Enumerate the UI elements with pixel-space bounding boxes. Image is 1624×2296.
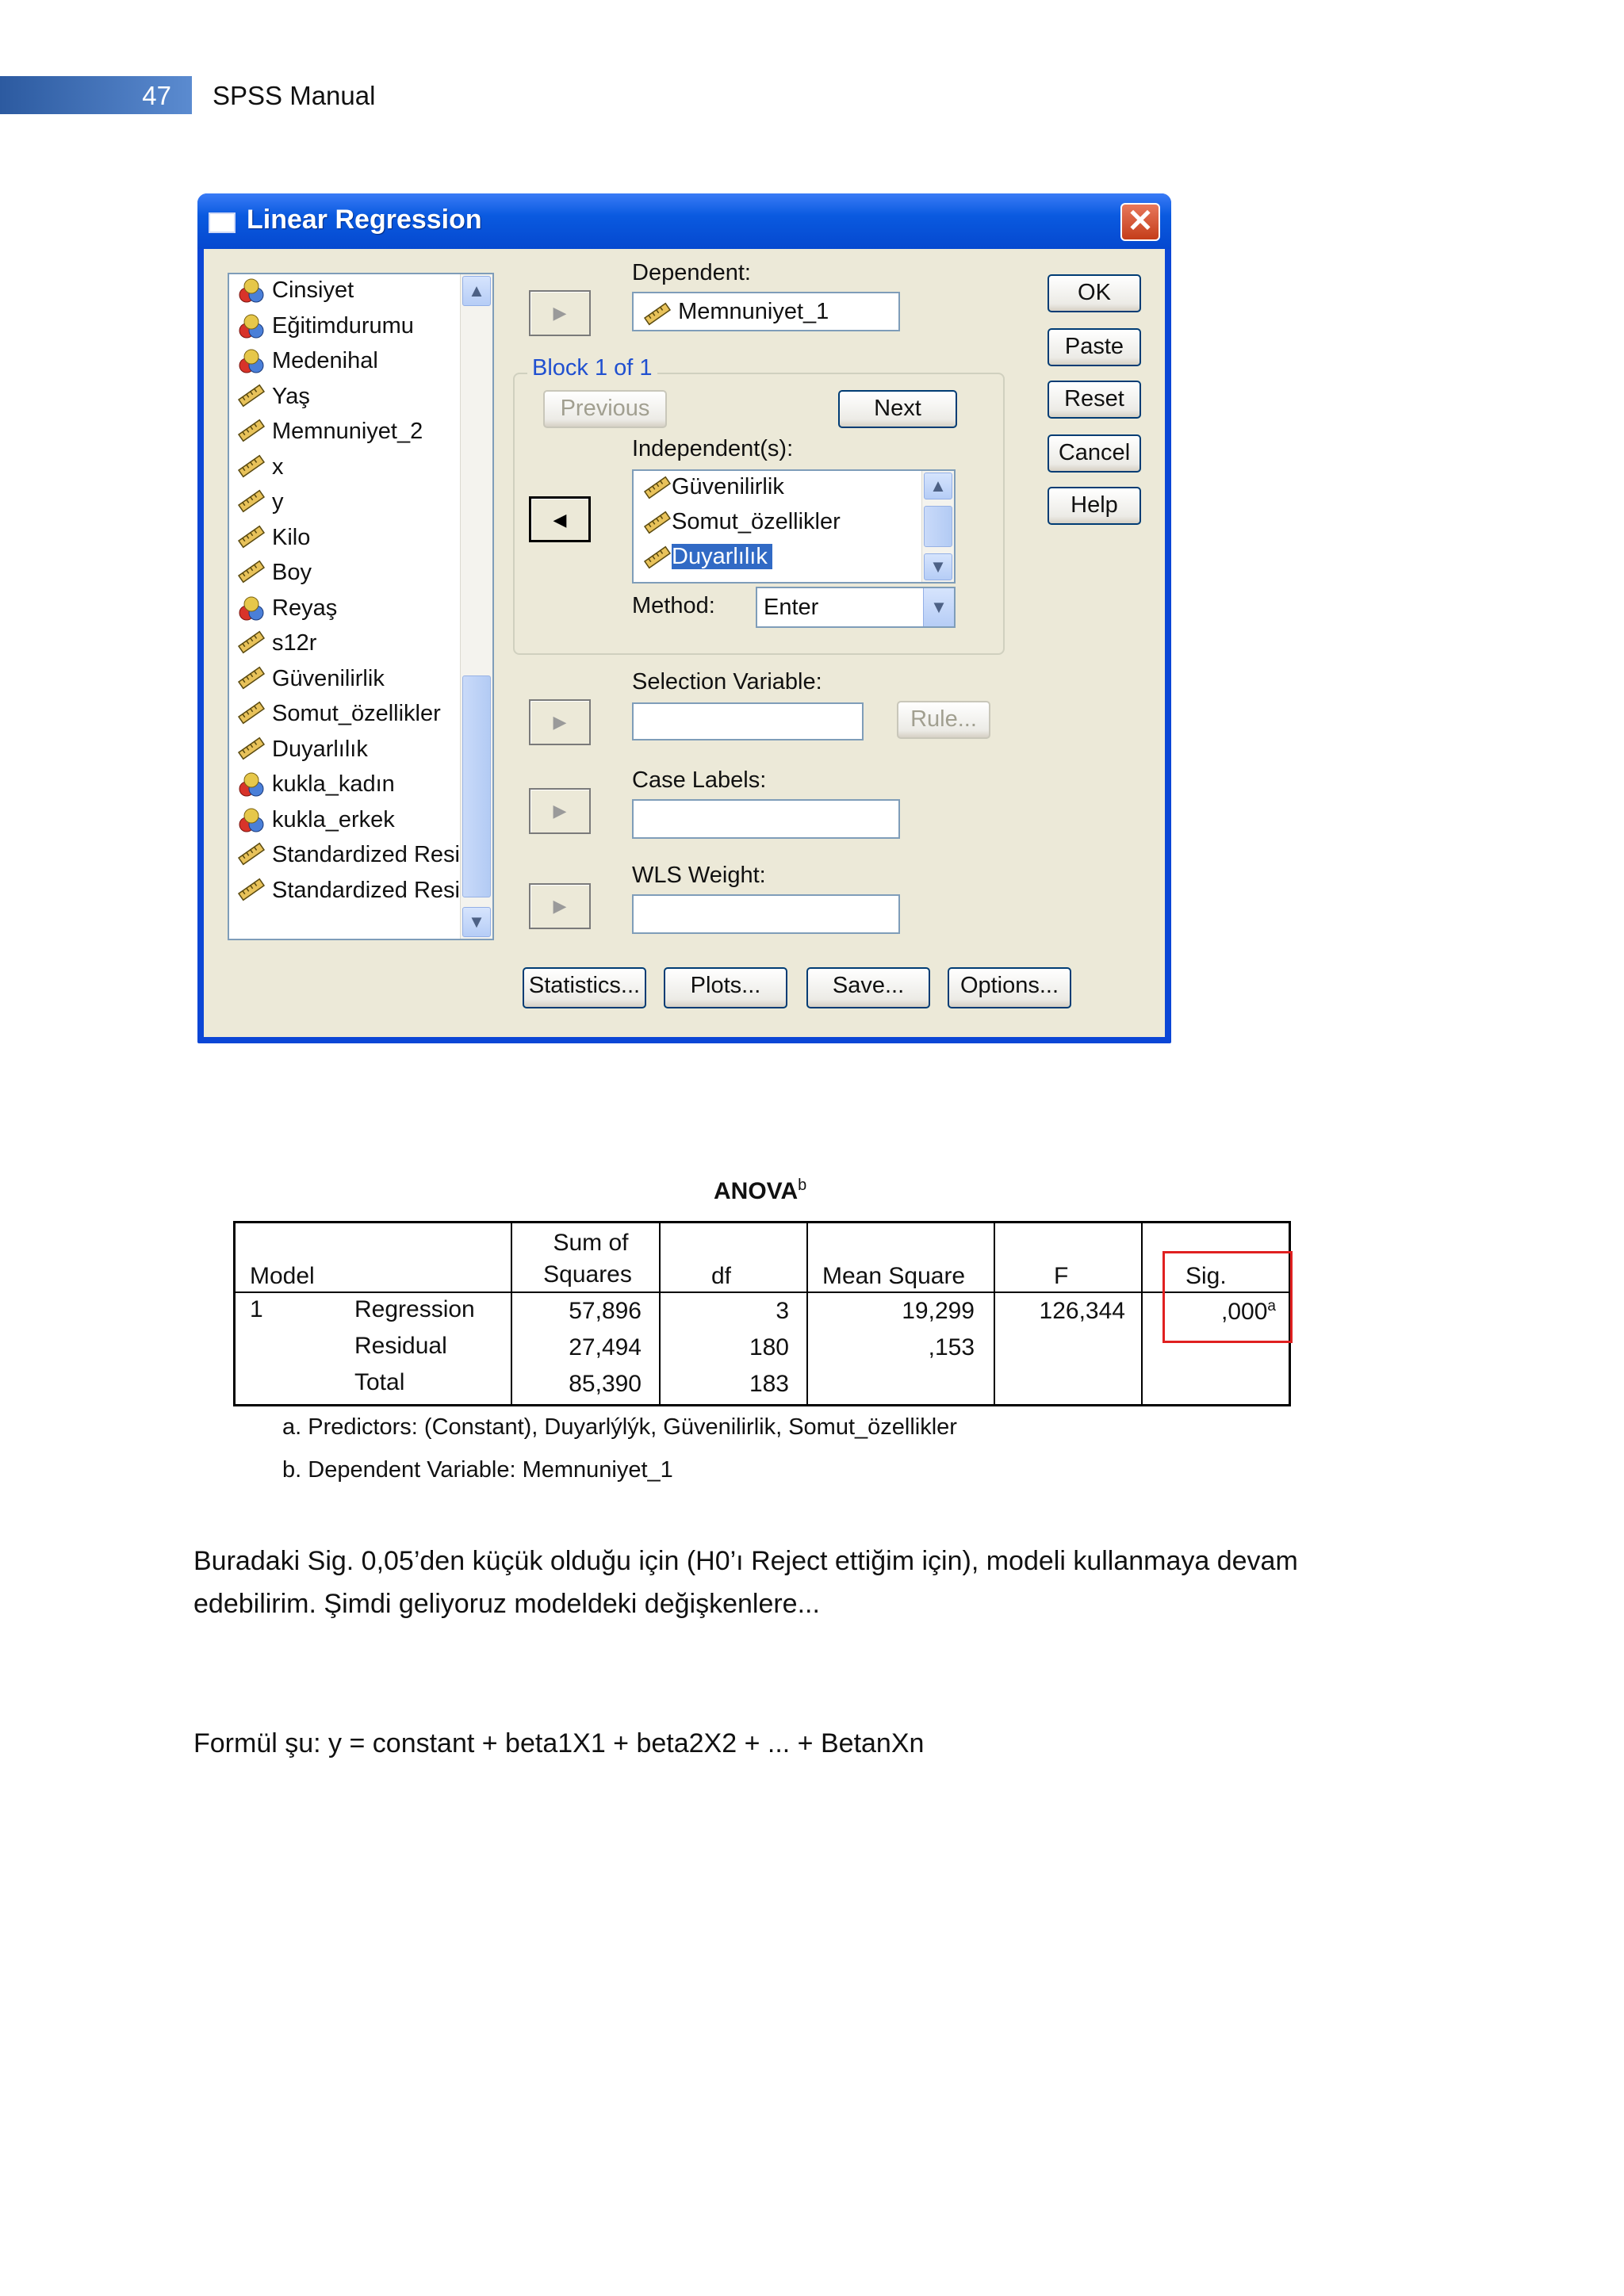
header-mean-square: Mean Square <box>822 1263 966 1289</box>
nominal-icon <box>237 595 269 622</box>
variable-list-item[interactable] <box>237 384 310 419</box>
nominal-icon <box>237 771 269 798</box>
cell-sum-of-squares: 27,494 <box>569 1334 642 1360</box>
dependent-label: Dependent: <box>632 260 751 285</box>
header-divider <box>236 1292 1289 1293</box>
paragraph-line-1: Buradaki Sig. 0,05’den küçük olduğu için (H0’ı Reject ettiğim için), modeli kullanmaya devam <box>193 1546 1298 1576</box>
variable-label: Eğitimdurumu <box>272 312 414 339</box>
independent-list-item[interactable] <box>643 509 841 541</box>
scroll-up-button[interactable]: ▲ <box>462 276 491 306</box>
variable-list-item[interactable] <box>237 489 284 524</box>
reset-button[interactable]: Reset <box>1048 381 1141 419</box>
scale-icon <box>237 878 269 905</box>
variable-list-item[interactable] <box>237 419 423 453</box>
nominal-icon <box>237 807 269 834</box>
scale-icon <box>237 630 269 657</box>
block-label: Block 1 of 1 <box>527 355 657 381</box>
footnote-text: Dependent Variable: Memnuniyet_1 <box>308 1457 673 1483</box>
ok-button[interactable]: OK <box>1048 274 1141 312</box>
variable-list-item[interactable] <box>237 348 378 383</box>
independent-label-text: Somut_özellikler <box>672 509 841 534</box>
footnote-mark: a. <box>282 1414 302 1440</box>
statistics-button[interactable]: Statistics... <box>523 967 646 1008</box>
column-divider <box>994 1223 995 1404</box>
independent-label-text: Duyarlılık <box>672 544 772 569</box>
independent-list-item[interactable] <box>643 544 772 576</box>
variable-list-item[interactable] <box>237 771 395 806</box>
variable-list-item[interactable] <box>237 842 460 877</box>
column-divider <box>806 1223 808 1404</box>
scale-icon <box>643 545 672 569</box>
plots-button[interactable]: Plots... <box>664 967 787 1008</box>
cell-mean-square: ,153 <box>928 1334 975 1360</box>
nominal-icon <box>237 277 269 304</box>
scroll-down-button[interactable]: ▼ <box>924 553 952 580</box>
scale-icon <box>237 737 269 763</box>
move-to-selection-arrow[interactable]: ▶ <box>529 699 591 745</box>
footnote-mark: b. <box>282 1457 302 1483</box>
variable-label: Memnuniyet_2 <box>272 419 423 444</box>
variable-label: y <box>272 489 284 515</box>
save-button[interactable]: Save... <box>806 967 930 1008</box>
scale-icon <box>237 489 269 516</box>
variable-list-item[interactable] <box>237 595 337 630</box>
page-header <box>0 76 1624 119</box>
column-divider <box>511 1223 512 1404</box>
variable-list-item[interactable] <box>237 701 441 736</box>
options-button[interactable]: Options... <box>948 967 1071 1008</box>
move-from-independent-arrow[interactable]: ◀ <box>529 496 591 542</box>
variable-label: Medenihal <box>272 348 378 373</box>
variable-list-item[interactable] <box>237 525 310 560</box>
independent-label: Independent(s): <box>632 436 794 461</box>
variable-label: Boy <box>272 560 312 585</box>
cell-df: 180 <box>749 1334 789 1360</box>
scale-icon <box>643 476 672 499</box>
variable-label: s12r <box>272 630 317 656</box>
move-to-dependent-arrow[interactable]: ▶ <box>529 290 591 336</box>
sig-value: ,000 <box>1221 1299 1268 1325</box>
footnote-text: Predictors: (Constant), Duyarlýlýk, Güvenilirlik, Somut_özellikler <box>308 1414 957 1440</box>
variable-label: Somut_özellikler <box>272 701 441 726</box>
cell-f: 126,344 <box>1039 1298 1125 1324</box>
close-button[interactable]: ✕ <box>1120 203 1160 241</box>
cell-df: 3 <box>776 1298 789 1324</box>
selection-variable-label: Selection Variable: <box>632 669 822 695</box>
variable-list-item[interactable] <box>237 666 385 701</box>
page-number: 47 <box>142 81 171 110</box>
variable-label: Standardized Resi <box>272 877 460 903</box>
variable-list-item[interactable] <box>237 737 368 771</box>
formula-line: Formül şu: y = constant + beta1X1 + beta2X2 + ... + BetanXn <box>193 1728 925 1758</box>
cell-sum-of-squares: 57,896 <box>569 1298 642 1324</box>
paragraph-line-2: edebilirim. Şimdi geliyoruz modeldeki değişkenlere... <box>193 1589 820 1619</box>
previous-button[interactable]: Previous <box>543 390 667 428</box>
variable-label: Standardized Resi <box>272 842 460 867</box>
case-labels-label: Case Labels: <box>632 767 767 793</box>
cell-df: 183 <box>749 1371 789 1397</box>
header-squares: Squares <box>543 1261 632 1288</box>
chevron-down-icon[interactable]: ▼ <box>923 588 954 626</box>
variable-list-item[interactable] <box>237 878 460 913</box>
dialog-titlebar[interactable] <box>197 193 1171 249</box>
scroll-up-button[interactable]: ▲ <box>924 473 952 499</box>
column-divider <box>659 1223 661 1404</box>
variable-list-item[interactable] <box>237 313 414 348</box>
linear-regression-dialog <box>197 193 1171 1043</box>
cancel-button[interactable]: Cancel <box>1048 434 1141 473</box>
anova-table <box>233 1221 1291 1406</box>
anova-title <box>714 1177 806 1205</box>
window-icon <box>209 212 236 233</box>
variable-list-item[interactable] <box>237 807 395 842</box>
wls-weight-field[interactable] <box>632 894 900 934</box>
move-to-case-labels-arrow[interactable]: ▶ <box>529 788 591 834</box>
rule-button[interactable]: Rule... <box>897 701 990 739</box>
page-number-bar <box>0 76 192 114</box>
paste-button[interactable]: Paste <box>1048 328 1141 366</box>
variable-list-item[interactable] <box>237 630 316 665</box>
scale-icon <box>237 525 269 552</box>
independent-list-item[interactable] <box>643 474 784 506</box>
anova-title-text: ANOVA <box>714 1178 799 1204</box>
dialog-client-area <box>204 249 1165 1037</box>
footnote-b <box>282 1457 673 1483</box>
variable-label: Reyaş <box>272 595 338 621</box>
nominal-icon <box>237 348 269 375</box>
scale-icon <box>237 842 269 869</box>
cell-mean-square: 19,299 <box>902 1298 975 1324</box>
variable-label: Duyarlılık <box>272 736 368 762</box>
variable-label: x <box>272 453 284 480</box>
case-labels-field[interactable] <box>632 799 900 839</box>
scale-icon <box>237 701 269 728</box>
wls-weight-label: WLS Weight: <box>632 863 766 888</box>
dependent-value: Memnuniyet_1 <box>678 299 829 324</box>
scale-icon <box>643 300 672 324</box>
sig-highlight-box <box>1162 1251 1293 1343</box>
scale-icon <box>643 511 672 534</box>
variable-label: Güvenilirlik <box>272 665 385 691</box>
variable-label: Yaş <box>272 383 310 409</box>
method-label: Method: <box>632 593 715 618</box>
model-number: 1 <box>250 1296 263 1322</box>
nominal-icon <box>237 313 269 340</box>
method-select[interactable] <box>756 587 956 628</box>
scale-icon <box>237 666 269 693</box>
row-name: Residual <box>354 1333 447 1359</box>
header-sig: Sig. <box>1185 1263 1227 1289</box>
variable-label: Cinsiyet <box>272 277 354 303</box>
header-model: Model <box>250 1263 315 1289</box>
scroll-down-button[interactable]: ▼ <box>462 907 491 937</box>
independent-list[interactable] <box>632 469 956 584</box>
variable-label: Kilo <box>272 524 311 550</box>
variable-label: kukla_erkek <box>272 806 395 832</box>
anova-title-sup: b <box>798 1177 807 1194</box>
row-name: Total <box>354 1369 405 1395</box>
scroll-thumb[interactable] <box>924 506 952 547</box>
dialog-title: Linear Regression <box>247 205 482 235</box>
variable-label: kukla_kadın <box>272 771 395 797</box>
variable-list-item[interactable] <box>237 277 354 312</box>
header-f: F <box>1054 1263 1069 1289</box>
scale-icon <box>237 560 269 587</box>
header-df: df <box>711 1263 732 1289</box>
next-button[interactable]: Next <box>838 390 957 428</box>
dependent-field[interactable] <box>632 292 900 331</box>
header-sum-of: Sum of <box>553 1230 629 1256</box>
move-to-wls-arrow[interactable]: ▶ <box>529 883 591 929</box>
method-value: Enter <box>764 595 819 620</box>
scale-icon <box>237 419 269 446</box>
sig-sup: a <box>1267 1298 1276 1314</box>
help-button[interactable]: Help <box>1048 487 1141 525</box>
selection-variable-field[interactable] <box>632 702 864 740</box>
scale-icon <box>237 384 269 411</box>
independent-label-text: Güvenilirlik <box>672 474 784 499</box>
variable-list-item[interactable] <box>237 454 284 489</box>
cell-sum-of-squares: 85,390 <box>569 1371 642 1397</box>
variable-list-item[interactable] <box>237 560 312 595</box>
scale-icon <box>237 454 269 481</box>
independent-list-scrollbar[interactable] <box>921 471 954 582</box>
variable-list-scrollbar[interactable] <box>460 274 492 939</box>
column-divider <box>1141 1223 1143 1404</box>
running-title: SPSS Manual <box>213 81 376 110</box>
scroll-thumb[interactable] <box>462 675 491 897</box>
variable-list[interactable] <box>228 273 494 940</box>
row-name: Regression <box>354 1296 475 1322</box>
footnote-a <box>282 1414 957 1441</box>
